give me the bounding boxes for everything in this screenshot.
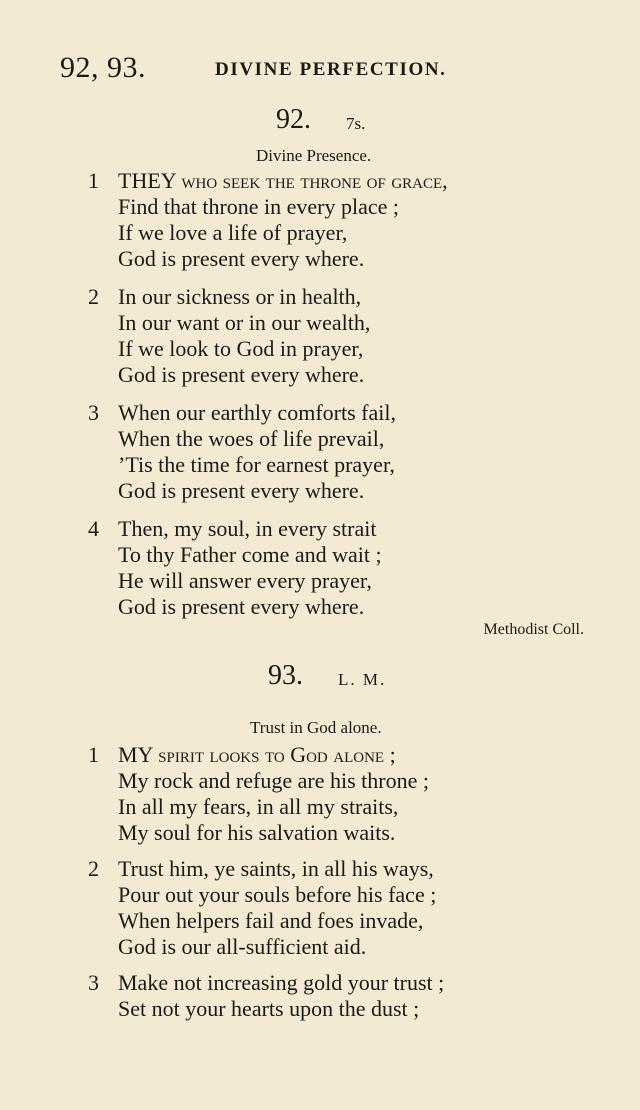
verse-line: God is present every where.	[118, 362, 365, 387]
stanza-number: 3	[88, 400, 99, 425]
stanza-number: 2	[88, 284, 99, 309]
verse-line: In our sickness or in health,	[118, 284, 362, 309]
verse-line: To thy Father come and wait ;	[118, 542, 382, 567]
verse-line: THEY who seek the throne of grace,	[118, 168, 448, 193]
verse-line: ’Tis the time for earnest prayer,	[118, 452, 395, 477]
stanza-number: 2	[88, 856, 99, 881]
verse-line: Set not your hearts upon the dust ;	[118, 996, 420, 1021]
verse-line: When the woes of life prevail,	[118, 426, 385, 451]
stanza-number: 4	[88, 516, 99, 541]
verse-line: When helpers fail and foes invade,	[118, 908, 424, 933]
verse-line: God is our all-sufficient aid.	[118, 934, 367, 959]
attribution: Methodist Coll.	[483, 621, 584, 638]
hymn-subtitle: Divine Presence.	[256, 146, 372, 165]
verse-line: If we love a life of prayer,	[118, 220, 348, 245]
page-numbers: 92, 93.	[60, 51, 146, 84]
hymn-number: 93.	[268, 660, 303, 691]
verse-line: He will answer every prayer,	[118, 568, 372, 593]
stanza-number: 1	[88, 742, 99, 767]
verse-line: Pour out your souls before his face ;	[118, 882, 437, 907]
verse-line: Find that throne in every place ;	[118, 194, 400, 219]
verse-line: In our want or in our wealth,	[118, 310, 371, 335]
section-title: DIVINE PERFECTION.	[215, 59, 447, 80]
verse-line: God is present every where.	[118, 478, 365, 503]
stanza-number: 1	[88, 168, 99, 193]
hymn-subtitle: Trust in God alone.	[250, 718, 382, 737]
running-head	[60, 50, 470, 86]
stanza-number: 3	[88, 970, 99, 995]
verse-line: God is present every where.	[118, 594, 365, 619]
verse-line: In all my fears, in all my straits,	[118, 794, 399, 819]
verse-line: Make not increasing gold your trust ;	[118, 970, 445, 995]
verse-line: When our earthly comforts fail,	[118, 400, 396, 425]
hymn-meter: 7s.	[346, 114, 366, 133]
verse-line: MY spirit looks to God alone ;	[118, 742, 396, 767]
verse-line: If we look to God in prayer,	[118, 336, 364, 361]
hymn-meter: L. M.	[338, 670, 387, 689]
verse-line: My soul for his salvation waits.	[118, 820, 396, 845]
verse-line: Trust him, ye saints, in all his ways,	[118, 856, 434, 881]
verse-line: Then, my soul, in every strait	[118, 516, 377, 541]
hymn-number: 92.	[276, 104, 311, 135]
verse-line: God is present every where.	[118, 246, 365, 271]
verse-line: My rock and refuge are his throne ;	[118, 768, 429, 793]
